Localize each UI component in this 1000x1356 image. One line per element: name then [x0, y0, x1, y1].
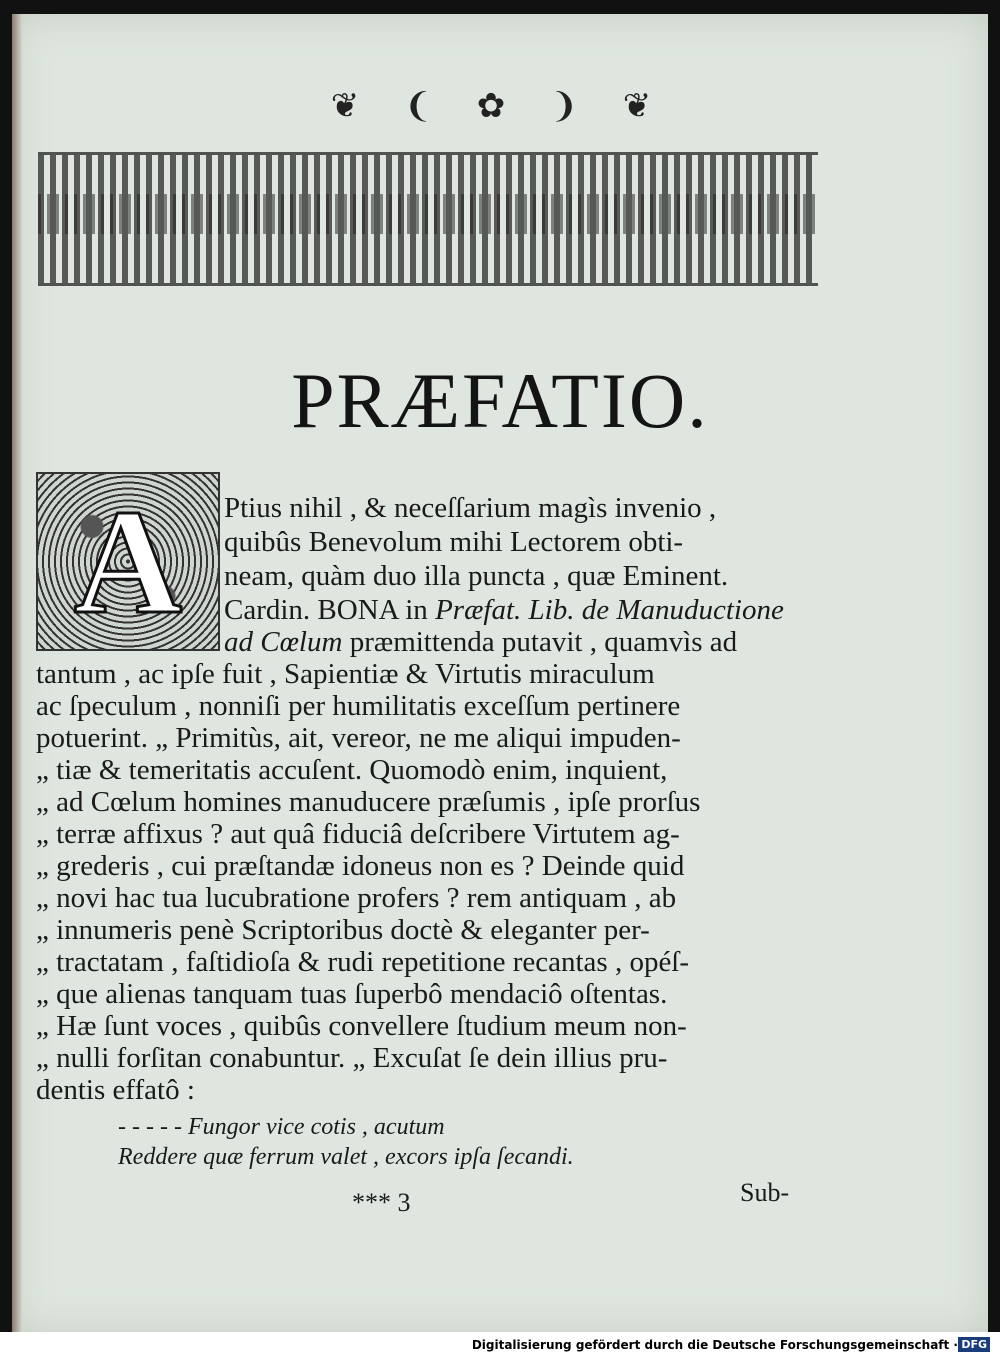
text-line-12: „ grederis , cui præſtandæ idoneus non es ? Deinde quid [36, 850, 685, 882]
quote-line-1: - - - - - Fungor vice cotis , acutum [118, 1114, 445, 1140]
funding-credit: Digitalisierung gefördert durch die Deutsche Forschungsgemeinschaft · [471, 1338, 958, 1352]
text-line-5 [224, 626, 737, 659]
text-line-18: „ nulli forſitan conabuntur. „ Excuſat ſe dein illius pru- [36, 1042, 668, 1074]
text-line-8: potuerint. „ Primitùs, ait, vereor, ne me aliqui impuden- [36, 722, 681, 754]
signature-mark: *** 3 [352, 1188, 411, 1217]
text-line-7: ac ſpeculum , nonniſi per humilitatis exceſſum pertinere [36, 690, 681, 722]
digitization-footer [0, 1332, 1000, 1356]
text-line-4-a: Cardin. BONA in [224, 594, 428, 626]
text-line-3: neam, quàm duo illa puncta , quæ Eminent. [224, 560, 729, 592]
text-line-13: „ novi hac tua lucubratione profers ? rem antiquam , ab [36, 882, 677, 914]
text-line-11: „ terræ affixus ? aut quâ fiduciâ deſcribere Virtutem ag- [36, 818, 680, 850]
page-spine-edge [12, 14, 22, 1334]
text-line-16: „ que alienas tanquam tuas ſuperbô mendaciô oſtentas. [36, 978, 668, 1010]
text-line-9: „ tiæ & temeritatis accuſent. Quomodò enim, inquient, [36, 754, 668, 786]
text-line-4-b: Præfat. Lib. de Manuductione [435, 594, 784, 626]
decorative-headpiece-inner [38, 194, 818, 234]
text-line-14: „ innumeris penè Scriptoribus doctè & eleganter per- [36, 914, 650, 946]
text-line-4 [224, 594, 784, 627]
scanned-page [12, 14, 988, 1334]
quote-line-2: Reddere quæ ferrum valet , excors ipſa ſecandi. [118, 1144, 574, 1170]
page-title: PRÆFATIO. [291, 357, 709, 444]
text-line-10: „ ad Cœlum homines manuducere præſumis , ipſe prorſus [36, 786, 701, 818]
text-line-1: Ptius nihil , & neceſſarium magìs invenio , [224, 492, 717, 524]
text-line-17: „ Hæ ſunt voces , quibûs convellere ſtudium meum non- [36, 1010, 687, 1042]
dfg-logo: DFG [958, 1337, 990, 1352]
catchword: Sub- [740, 1178, 790, 1207]
text-line-2: quibûs Benevolum mihi Lectorem obti- [224, 526, 684, 558]
text-line-19: dentis effatô : [36, 1074, 195, 1106]
text-line-6: tantum , ac ipſe fuit , Sapientiæ & Virtutis miraculum [36, 658, 655, 690]
text-line-15: „ tractatam , faſtidioſa & rudi repetitione recantas , opéſ- [36, 946, 690, 978]
text-line-5-b: præmittenda putavit , quamvìs ad [349, 626, 738, 658]
decorated-initial: A [36, 472, 220, 651]
text-line-5-a: ad Cœlum [224, 626, 343, 658]
fleuron-ornament: ❦ ❨ ✿ ❩ ❦ [330, 88, 670, 125]
